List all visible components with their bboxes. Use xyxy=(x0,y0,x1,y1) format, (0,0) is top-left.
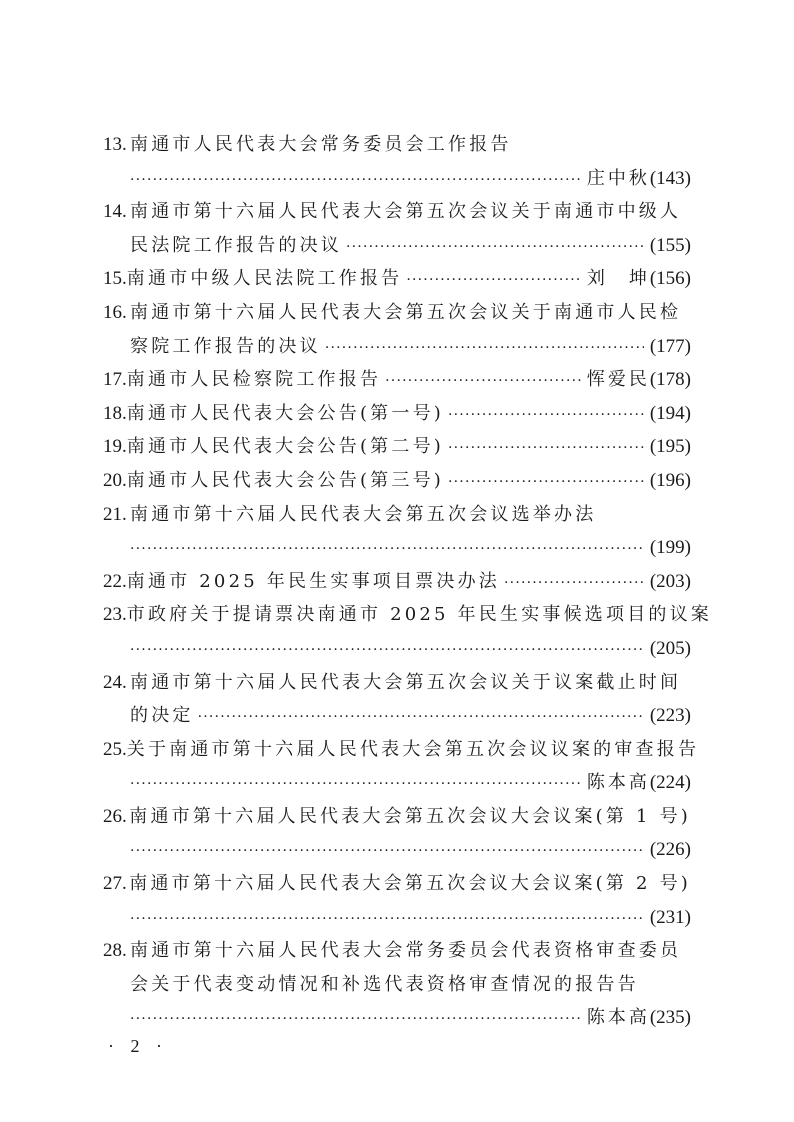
dot-leader xyxy=(130,903,644,937)
toc-entry-tail xyxy=(650,531,691,565)
dot-leader xyxy=(325,332,644,366)
toc-entry-tail xyxy=(650,901,691,935)
toc-entry-page: (177) xyxy=(649,335,691,357)
toc-entry-line xyxy=(103,464,691,498)
toc-entry[interactable] xyxy=(103,430,691,464)
toc-entry[interactable] xyxy=(103,296,691,363)
toc-entry-number: 26. xyxy=(103,805,127,827)
toc-entry-number: 18. xyxy=(103,402,127,424)
dot-leader xyxy=(130,533,644,567)
toc-entry-number: 21. xyxy=(103,503,127,525)
toc-entry-title: 的决定 xyxy=(130,705,194,727)
toc-entry-number: 16. xyxy=(103,301,127,323)
toc-entry-line xyxy=(103,598,712,632)
toc-entry-line xyxy=(103,195,691,229)
toc-entry-line xyxy=(103,968,691,1002)
dot-leader xyxy=(130,634,644,668)
toc-entry-line xyxy=(103,733,700,767)
toc-entry-page: (199) xyxy=(649,537,691,559)
toc-entry[interactable] xyxy=(103,363,691,397)
dot-leader xyxy=(198,701,644,735)
toc-entry-author: 陈本高 xyxy=(586,1007,650,1029)
toc-entry-number: 15. xyxy=(103,268,127,290)
toc-entry-tail xyxy=(650,632,691,666)
toc-entry-title: 市政府关于提请票决南通市 2025 年民生实事候选项目的议案 xyxy=(126,604,712,626)
toc-entry-page: (224) xyxy=(649,772,691,794)
toc-entry-title: 会关于代表变动情况和补选代表资格审查情况的报告告 xyxy=(130,973,639,995)
toc-entry-number: 23. xyxy=(103,604,127,626)
toc-entry-line xyxy=(103,699,691,733)
toc-entry-line xyxy=(103,229,691,263)
toc-entry-line xyxy=(103,833,691,867)
toc-entry-title: 南通市人民代表大会常务委员会工作报告 xyxy=(130,134,512,155)
toc-entry-title: 关于南通市第十六届人民代表大会第五次会议议案的审查报告 xyxy=(126,738,700,760)
toc-entry-title: 南通市 2025 年民生实事项目票决办法 xyxy=(126,570,501,592)
toc-entry-tail xyxy=(650,229,691,263)
toc-entry-tail xyxy=(650,699,691,733)
toc-entry-tail xyxy=(650,464,691,498)
toc-entry-tail xyxy=(587,262,691,296)
toc-entry-line xyxy=(103,867,691,901)
toc-entry-tail xyxy=(650,565,691,599)
toc-entry-title: 南通市第十六届人民代表大会第五次会议大会议案(第 1 号) xyxy=(129,805,691,827)
toc-entry-tail xyxy=(650,430,691,464)
toc-entry[interactable] xyxy=(103,128,691,195)
toc-entry-page: (223) xyxy=(649,705,691,727)
toc-entry-line xyxy=(103,430,691,464)
toc-entry[interactable] xyxy=(103,666,691,733)
toc-entry-title: 南通市第十六届人民代表大会第五次会议关于南通市中级人 xyxy=(130,201,682,223)
toc-entry-title: 南通市第十六届人民代表大会第五次会议选举办法 xyxy=(130,503,597,525)
toc-entry-title: 南通市人民代表大会公告(第二号) xyxy=(126,436,444,458)
toc-entry-number: 14. xyxy=(103,201,127,223)
toc-entry-page: (156) xyxy=(649,268,691,290)
toc-entry-line xyxy=(103,1001,691,1035)
dot-leader xyxy=(385,365,581,399)
toc-entry-title: 察院工作报告的决议 xyxy=(130,335,321,357)
dot-leader xyxy=(448,399,644,433)
toc-entry[interactable] xyxy=(103,934,691,1035)
toc-entry-line xyxy=(103,162,691,196)
toc-entry-author: 刘 坤 xyxy=(586,268,650,290)
toc-entry-line xyxy=(103,800,691,834)
toc-entry-line xyxy=(103,498,691,532)
dot-leader xyxy=(504,567,644,601)
toc-entry[interactable] xyxy=(103,733,700,800)
toc-entry-author: 陈本高 xyxy=(586,772,650,794)
page-number: · 2 · xyxy=(108,1036,168,1056)
dot-leader xyxy=(130,835,644,869)
toc-entry-line xyxy=(103,666,691,700)
table-of-contents xyxy=(103,128,712,1035)
toc-entry-page: (231) xyxy=(649,906,691,928)
toc-entry-page: (143) xyxy=(649,167,691,189)
toc-entry-line xyxy=(103,632,691,666)
toc-entry-author: 恽爱民 xyxy=(586,369,650,391)
toc-entry-page: (178) xyxy=(649,369,691,391)
toc-entry-page: (226) xyxy=(649,839,691,861)
toc-entry-number: 24. xyxy=(103,671,127,693)
toc-entry-number: 17. xyxy=(103,369,127,391)
toc-entry-title: 南通市第十六届人民代表大会第五次会议大会议案(第 2 号) xyxy=(129,873,691,895)
toc-entry-number: 20. xyxy=(103,469,127,491)
toc-entry-author: 庄中秋 xyxy=(586,167,650,189)
toc-entry-line xyxy=(103,397,691,431)
toc-entry-title: 南通市第十六届人民代表大会第五次会议关于南通市人民检 xyxy=(130,301,682,323)
toc-entry-line xyxy=(103,363,691,397)
toc-entry-line xyxy=(103,330,691,364)
toc-entry-tail xyxy=(650,397,691,431)
toc-entry-line xyxy=(103,766,691,800)
toc-entry-page: (195) xyxy=(649,436,691,458)
toc-entry-tail xyxy=(650,833,691,867)
toc-entry-title: 南通市人民代表大会公告(第三号) xyxy=(126,469,444,491)
toc-entry-page: (155) xyxy=(649,234,691,256)
dot-leader xyxy=(448,432,644,466)
toc-entry-number: 19. xyxy=(103,436,127,458)
toc-entry[interactable] xyxy=(103,397,691,431)
toc-entry-title: 南通市中级人民法院工作报告 xyxy=(126,268,403,290)
dot-leader xyxy=(130,1003,581,1037)
toc-entry[interactable] xyxy=(103,464,691,498)
toc-entry-tail xyxy=(587,766,691,800)
toc-entry-line xyxy=(103,296,691,330)
toc-entry[interactable] xyxy=(103,800,691,867)
toc-entry-page: (235) xyxy=(649,1007,691,1029)
toc-entry[interactable] xyxy=(103,867,691,934)
toc-entry-title: 南通市人民检察院工作报告 xyxy=(126,369,382,391)
toc-entry-tail xyxy=(650,330,691,364)
toc-entry-page: (194) xyxy=(649,402,691,424)
toc-entry[interactable] xyxy=(103,565,691,599)
toc-entry-tail xyxy=(587,363,691,397)
toc-entry-line xyxy=(103,934,691,968)
toc-entry-page: (205) xyxy=(649,637,691,659)
toc-entry-title: 南通市第十六届人民代表大会第五次会议关于议案截止时间 xyxy=(130,671,682,693)
toc-entry-line xyxy=(103,262,691,296)
toc-entry-number: 28. xyxy=(103,940,127,962)
dot-leader xyxy=(448,466,644,500)
toc-entry-number: 13. xyxy=(103,134,127,155)
dot-leader xyxy=(406,264,580,298)
toc-entry-title: 民法院工作报告的决议 xyxy=(130,234,342,256)
toc-entry[interactable] xyxy=(103,195,691,262)
toc-entry[interactable] xyxy=(103,598,712,665)
toc-entry-number: 22. xyxy=(103,570,127,592)
toc-entry[interactable] xyxy=(103,498,691,565)
dot-leader xyxy=(346,231,644,265)
toc-entry[interactable] xyxy=(103,262,691,296)
toc-entry-page: (196) xyxy=(649,469,691,491)
toc-entry-line xyxy=(103,531,691,565)
toc-entry-line xyxy=(103,901,691,935)
toc-entry-line xyxy=(103,128,691,162)
toc-entry-number: 25. xyxy=(103,738,127,760)
dot-leader xyxy=(130,768,581,802)
dot-leader xyxy=(130,164,581,198)
toc-entry-title: 南通市第十六届人民代表大会常务委员会代表资格审查委员 xyxy=(130,940,682,962)
toc-entry-page: (203) xyxy=(649,570,691,592)
toc-entry-line xyxy=(103,565,691,599)
toc-entry-number: 27. xyxy=(103,873,127,895)
toc-entry-tail xyxy=(587,1001,691,1035)
toc-entry-tail xyxy=(587,162,691,196)
toc-entry-title: 南通市人民代表大会公告(第一号) xyxy=(126,402,444,424)
